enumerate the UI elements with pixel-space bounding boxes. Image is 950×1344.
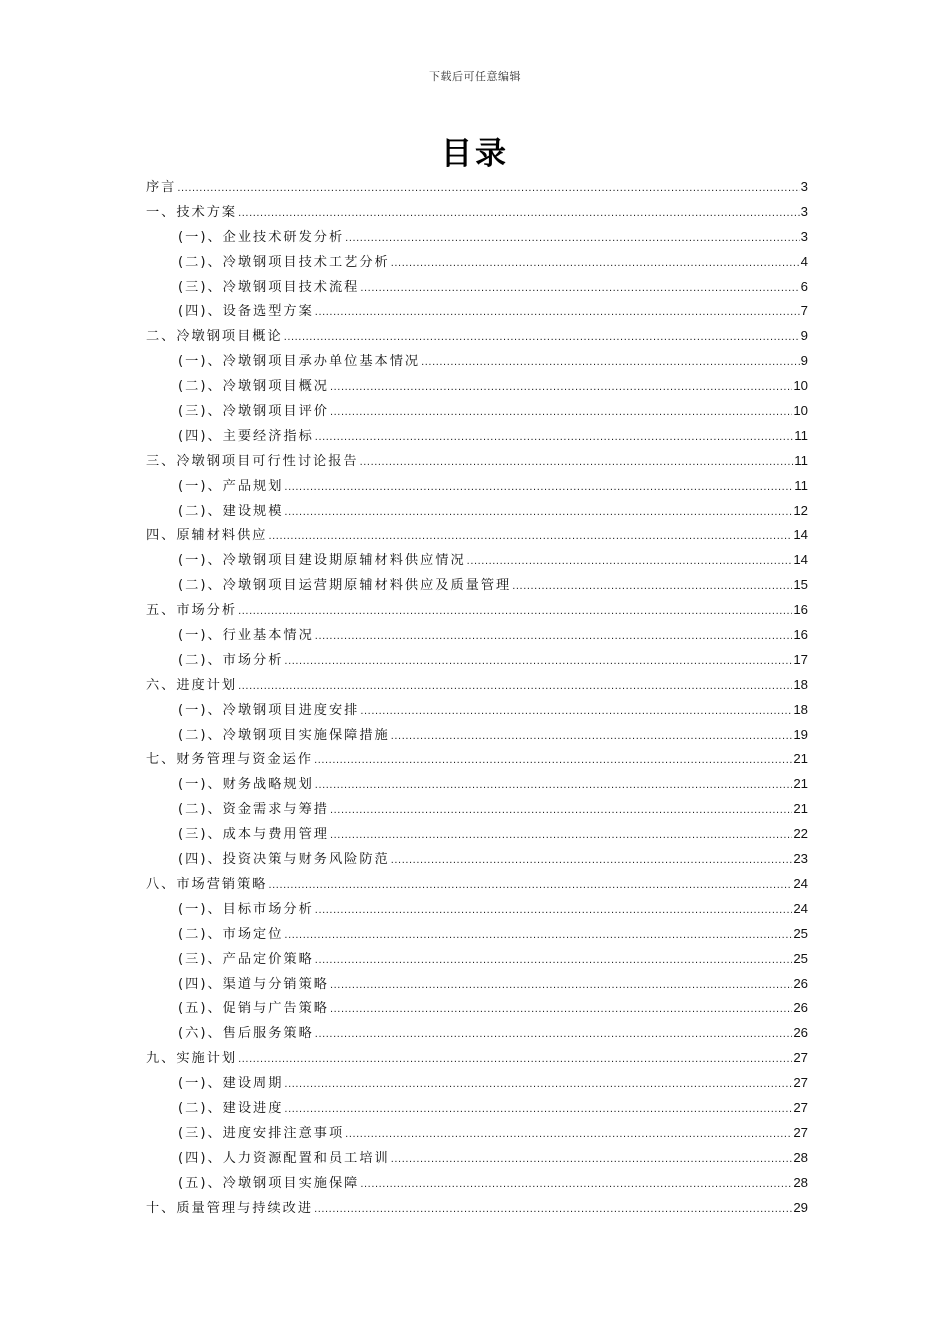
toc-subsection-entry[interactable] (146, 1146, 808, 1171)
toc-subsection-entry[interactable] (146, 772, 808, 797)
toc-subsection-entry[interactable] (146, 922, 808, 947)
toc-section-entry[interactable] (146, 1196, 808, 1221)
toc-dot-leader (360, 1172, 792, 1197)
toc-page-number: 12 (793, 502, 808, 518)
toc-subsection-entry[interactable] (146, 623, 808, 648)
toc-dot-leader (284, 923, 792, 948)
toc-entry-label: (二)、资金需求与筹措 (178, 802, 329, 818)
toc-dot-leader (330, 400, 792, 425)
toc-subsection-entry[interactable] (146, 250, 808, 275)
toc-section-entry[interactable] (146, 598, 808, 623)
toc-entry-label: 一、技术方案 (146, 204, 238, 220)
toc-dot-leader (315, 624, 793, 649)
toc-entry-label: (五)、促销与广告策略 (178, 1001, 329, 1017)
toc-dot-leader (315, 425, 794, 450)
toc-dot-leader (330, 375, 792, 400)
toc-subsection-entry[interactable] (146, 573, 808, 598)
toc-entry-label: (一)、建设周期 (178, 1076, 284, 1092)
toc-page-number: 10 (793, 378, 808, 394)
toc-page-number: 27 (793, 1124, 808, 1140)
toc-entry-label: (二)、冷墩钢项目实施保障措施 (178, 727, 390, 743)
toc-page-number: 23 (793, 851, 808, 867)
toc-dot-leader (421, 350, 800, 375)
toc-entry-label: 二、冷墩钢项目概论 (146, 329, 283, 345)
toc-subsection-entry[interactable] (146, 698, 808, 723)
toc-dot-leader (391, 1147, 793, 1172)
toc-page-number: 6 (800, 278, 808, 294)
toc-page-number: 18 (793, 676, 808, 692)
toc-page-number: 9 (800, 353, 808, 369)
toc-page-number: 11 (794, 477, 808, 493)
toc-entry-label: (二)、冷墩钢项目运营期原辅材料供应及质量管理 (178, 578, 512, 594)
header-note: 下载后可任意编辑 (429, 70, 521, 83)
toc-subsection-entry[interactable] (146, 797, 808, 822)
toc-entry-label: 五、市场分析 (146, 603, 238, 619)
toc-dot-leader (269, 524, 793, 549)
toc-entry-label: (一)、目标市场分析 (178, 901, 314, 917)
toc-entry-label: (一)、冷墩钢项目承办单位基本情况 (178, 354, 421, 370)
toc-entry-label: (一)、冷墩钢项目建设期原辅材料供应情况 (178, 553, 466, 569)
toc-page-number: 7 (800, 303, 808, 319)
toc-entry-label: (一)、企业技术研发分析 (178, 229, 345, 245)
toc-dot-leader (391, 724, 793, 749)
toc-entry-label: (六)、售后服务策略 (178, 1026, 314, 1042)
toc-dot-leader (330, 973, 792, 998)
toc-entry-label: (二)、建设进度 (178, 1100, 284, 1116)
toc-subsection-entry[interactable] (146, 548, 808, 573)
toc-page-number: 27 (793, 1075, 808, 1091)
toc-page-number: 27 (793, 1099, 808, 1115)
toc-entry-label: (一)、行业基本情况 (178, 628, 314, 644)
toc-dot-leader (238, 201, 800, 226)
toc-subsection-entry[interactable] (146, 225, 808, 250)
toc-entry-label: (二)、冷墩钢项目技术工艺分析 (178, 254, 390, 270)
toc-page-number: 16 (793, 627, 808, 643)
toc-section-entry[interactable] (146, 175, 808, 200)
toc-page-number: 14 (793, 527, 808, 543)
toc-subsection-entry[interactable] (146, 1121, 808, 1146)
toc-entry-label: (四)、主要经济指标 (178, 428, 314, 444)
toc-section-entry[interactable] (146, 324, 808, 349)
toc-page-number: 24 (793, 900, 808, 916)
toc-dot-leader (284, 475, 793, 500)
toc-entry-label: 九、实施计划 (146, 1051, 238, 1067)
toc-subsection-entry[interactable] (146, 847, 808, 872)
toc-entry-label: (四)、设备选型方案 (178, 304, 314, 320)
toc-subsection-entry[interactable] (146, 1096, 808, 1121)
toc-page-number: 11 (794, 452, 808, 468)
toc-page-number: 18 (793, 701, 808, 717)
toc-entry-label: (三)、成本与费用管理 (178, 827, 329, 843)
toc-entry-label: (五)、冷墩钢项目实施保障 (178, 1175, 360, 1191)
toc-page-number: 27 (793, 1050, 808, 1066)
toc-entry-label: 十、质量管理与持续改进 (146, 1200, 314, 1216)
toc-page-number: 21 (793, 776, 808, 792)
toc-page-number: 26 (793, 975, 808, 991)
toc-subsection-entry[interactable] (146, 1021, 808, 1046)
toc-section-entry[interactable] (146, 872, 808, 897)
toc-section-entry[interactable] (146, 747, 808, 772)
toc-dot-leader (284, 649, 792, 674)
toc-page-number: 28 (793, 1149, 808, 1165)
toc-subsection-entry[interactable] (146, 499, 808, 524)
toc-subsection-entry[interactable] (146, 1171, 808, 1196)
toc-entry-label: (二)、市场分析 (178, 652, 284, 668)
toc-entry-label: 七、财务管理与资金运作 (146, 752, 314, 768)
toc-entry-label: 三、冷墩钢项目可行性讨论报告 (146, 453, 359, 469)
toc-page-number: 11 (794, 427, 808, 443)
toc-page-number: 26 (793, 1000, 808, 1016)
toc-entry-label: (一)、冷墩钢项目进度安排 (178, 702, 360, 718)
toc-dot-leader (360, 450, 794, 475)
toc-dot-leader (238, 599, 792, 624)
toc-dot-leader (284, 325, 800, 350)
toc-entry-label: (三)、冷墩钢项目技术流程 (178, 279, 360, 295)
toc-dot-leader (330, 798, 792, 823)
toc-dot-leader (467, 549, 793, 574)
toc-subsection-entry[interactable] (146, 299, 808, 324)
toc-subsection-entry[interactable] (146, 374, 808, 399)
toc-dot-leader (238, 1047, 792, 1072)
toc-page-number: 3 (800, 179, 808, 194)
toc-page-number: 25 (793, 925, 808, 941)
toc-subsection-entry[interactable] (146, 822, 808, 847)
toc-dot-leader (269, 873, 793, 898)
toc-dot-leader (345, 1122, 792, 1147)
toc-dot-leader (315, 1022, 793, 1047)
toc-entry-label: (四)、人力资源配置和员工培训 (178, 1150, 390, 1166)
toc-dot-leader (391, 848, 793, 873)
toc-subsection-entry[interactable] (146, 996, 808, 1021)
toc-subsection-entry[interactable] (146, 424, 808, 449)
toc-subsection-entry[interactable] (146, 275, 808, 300)
toc-section-entry[interactable] (146, 449, 808, 474)
page-title: 目录 (441, 136, 509, 172)
toc-entry-label: (二)、市场定位 (178, 926, 284, 942)
toc-page-number: 28 (793, 1174, 808, 1190)
toc-page-number: 24 (793, 875, 808, 891)
toc-page-number: 14 (793, 552, 808, 568)
toc-section-entry[interactable] (146, 523, 808, 548)
toc-subsection-entry[interactable] (146, 1071, 808, 1096)
table-of-contents (146, 175, 808, 1220)
toc-section-entry[interactable] (146, 200, 808, 225)
toc-page-number: 4 (800, 253, 808, 269)
toc-page-number: 29 (793, 1199, 808, 1215)
toc-entry-label: 序言 (146, 180, 177, 195)
toc-page-number: 25 (793, 950, 808, 966)
toc-page-number: 22 (793, 826, 808, 842)
toc-page-number: 15 (793, 577, 808, 593)
toc-page-number: 9 (800, 328, 808, 344)
toc-section-entry[interactable] (146, 673, 808, 698)
toc-dot-leader (177, 176, 799, 201)
toc-page-number: 21 (793, 751, 808, 767)
toc-entry-label: 八、市场营销策略 (146, 876, 268, 892)
toc-subsection-entry[interactable] (146, 897, 808, 922)
toc-dot-leader (391, 251, 800, 276)
toc-entry-label: (一)、产品规划 (178, 478, 284, 494)
toc-subsection-entry[interactable] (146, 474, 808, 499)
toc-entry-label: (三)、进度安排注意事项 (178, 1125, 345, 1141)
toc-subsection-entry[interactable] (146, 723, 808, 748)
toc-subsection-entry[interactable] (146, 399, 808, 424)
toc-entry-label: 四、原辅材料供应 (146, 528, 268, 544)
toc-subsection-entry[interactable] (146, 947, 808, 972)
toc-entry-label: (二)、冷墩钢项目概况 (178, 379, 329, 395)
toc-page-number: 3 (800, 228, 808, 244)
toc-dot-leader (284, 500, 792, 525)
toc-entry-label: 六、进度计划 (146, 677, 238, 693)
toc-page-number: 19 (793, 726, 808, 742)
toc-subsection-entry[interactable] (146, 349, 808, 374)
toc-dot-leader (330, 823, 792, 848)
toc-dot-leader (315, 773, 793, 798)
toc-dot-leader (284, 1097, 792, 1122)
toc-dot-leader (315, 948, 793, 973)
toc-dot-leader (238, 674, 792, 699)
toc-entry-label: (一)、财务战略规划 (178, 777, 314, 793)
toc-dot-leader (330, 997, 792, 1022)
toc-dot-leader (284, 1072, 792, 1097)
toc-entry-label: (二)、建设规模 (178, 503, 284, 519)
toc-page-number: 21 (793, 801, 808, 817)
toc-entry-label: (三)、产品定价策略 (178, 951, 314, 967)
toc-dot-leader (360, 276, 799, 301)
toc-dot-leader (314, 748, 792, 773)
toc-dot-leader (314, 1197, 792, 1222)
toc-page-number: 3 (800, 203, 808, 219)
toc-page-number: 17 (793, 651, 808, 667)
toc-dot-leader (360, 699, 792, 724)
toc-entry-label: (三)、冷墩钢项目评价 (178, 404, 329, 420)
toc-subsection-entry[interactable] (146, 648, 808, 673)
toc-section-entry[interactable] (146, 1046, 808, 1071)
toc-dot-leader (315, 300, 800, 325)
toc-entry-label: (四)、渠道与分销策略 (178, 976, 329, 992)
toc-page-number: 10 (793, 403, 808, 419)
toc-dot-leader (315, 898, 793, 923)
toc-subsection-entry[interactable] (146, 972, 808, 997)
toc-page-number: 26 (793, 1025, 808, 1041)
toc-dot-leader (345, 226, 799, 251)
toc-entry-label: (四)、投资决策与财务风险防范 (178, 852, 390, 868)
toc-dot-leader (512, 574, 792, 599)
toc-page-number: 16 (793, 602, 808, 618)
